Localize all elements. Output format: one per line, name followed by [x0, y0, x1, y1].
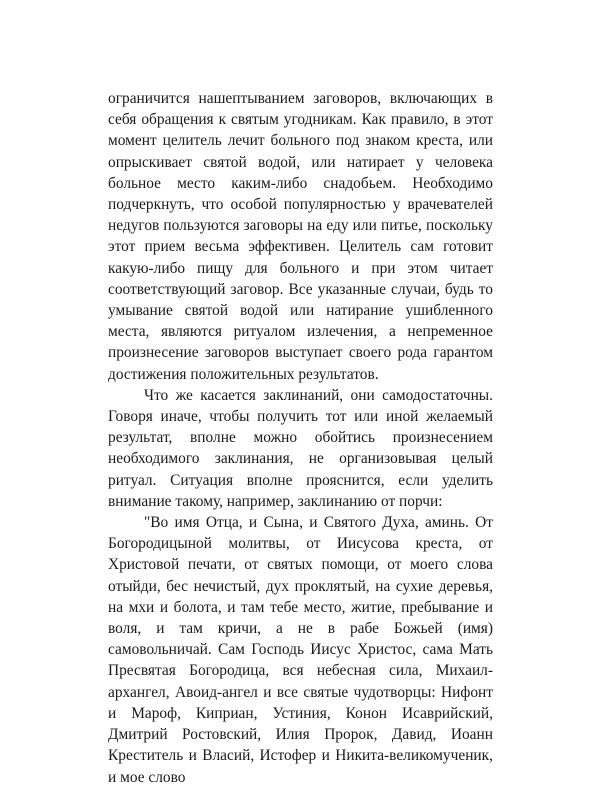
paragraph-healer-rituals: ограничится нашептыванием заговоров, включающих в себя обращения к святым угодникам. Как правило, в этот момент целитель лечит больного под знаком креста, или опрыскивает святой водой, или натирает у человека больное место каким-либо снадобьем. Необходимо подчеркнуть, что особой популярностью у врачевателей недугов пользуются заговоры на еду или питье, поскольку этот прием весьма эффективен. Целитель сам готовит какую-либо пищу для больного и при этом читает соответствующий заговор. Все указанные случаи, будь то умывание святой водой или натирание ушибленного места, являются ритуалом излечения, а непременное произнесение заговоров выступает своего рода гарантом достижения положительных результатов.: [108, 90, 493, 383]
paragraph-incantations: Что же касается заклинаний, они самодостаточны. Говоря иначе, чтобы получить тот или иной желаемый результат, вполне можно обойтись произнесением необходимого заклинания, не организовывая целый ритуал. Ситуация вполне прояснится, если уделить внимание такому, например, заклинанию от порчи:: [108, 386, 493, 510]
document-page: [108, 88, 493, 788]
paragraph-spell-text: "Во имя Отца, и Сына, и Святого Духа, аминь. От Богородицыной молитвы, от Иисусова креста, от Христовой печати, от святых помощи, от моего слова отыйди, бес нечистый, дух проклятый, на сухие деревья, на мхи и болота, и там тебе место, житие, пребывание и воля, и там кричи, а не в рабе Божьей (имя) самовольничай. Сам Господь Иисус Христос, сама Мать Пресвятая Богородица, вся небесная сила, Михаил-архангел, Авоид-ангел и все святые чудотворцы: Нифонт и Мароф, Киприан, Устиния, Конон Исаврийский, Дмитрий Ростовский, Илия Пророк, Давид, Иоанн Креститель и Власий, Истофер и Никита-великомученик, и мое слово: [108, 514, 493, 786]
